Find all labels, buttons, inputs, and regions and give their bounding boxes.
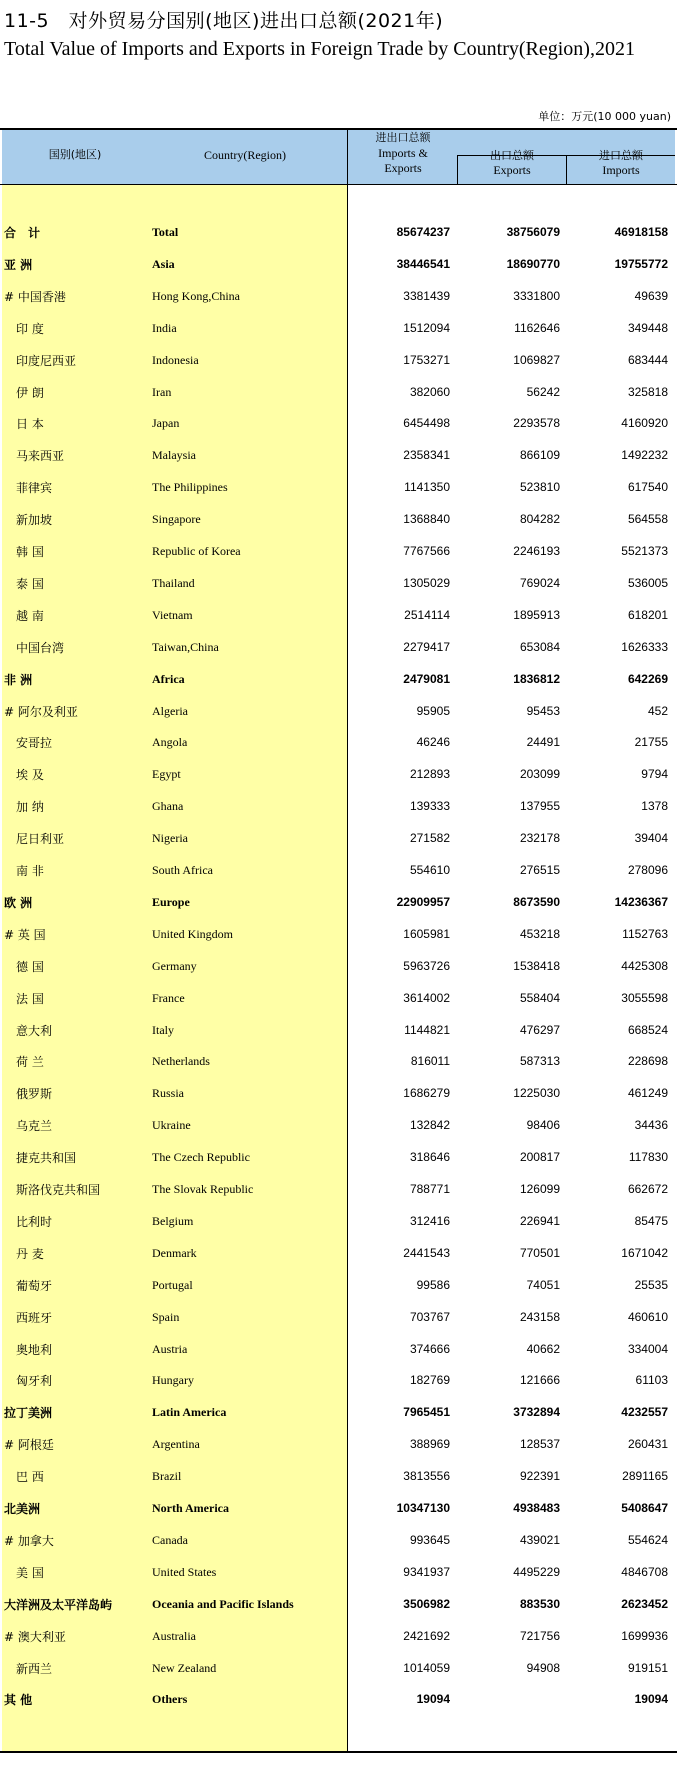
cell-imports: 260431 bbox=[627, 1437, 668, 1452]
cell-imports: 460610 bbox=[627, 1309, 668, 1324]
cell-exports: 2246193 bbox=[513, 544, 560, 558]
cell-exports: 95453 bbox=[526, 703, 560, 718]
row-name-en: Singapore bbox=[152, 512, 201, 527]
cell-imports: 228698 bbox=[627, 1054, 668, 1069]
cell-total: 212893 bbox=[409, 767, 450, 782]
cell-imports: 617540 bbox=[627, 480, 668, 495]
row-name-cn: 印度尼西亚 bbox=[4, 353, 77, 368]
row-name-cn: 新加坡 bbox=[4, 513, 53, 528]
cell-imports: 39404 bbox=[634, 831, 668, 846]
table-row bbox=[0, 536, 677, 568]
row-name-en: Oceania and Pacific Islands bbox=[152, 1596, 294, 1611]
header-total-cn: 进出口总额 bbox=[375, 131, 431, 144]
cell-total: 993645 bbox=[409, 1532, 450, 1547]
row-name-en: Nigeria bbox=[152, 831, 188, 846]
cell-imports: 1671042 bbox=[621, 1245, 668, 1260]
row-name-cn: 泰 国 bbox=[4, 576, 44, 591]
row-name-cn: 非 洲 bbox=[4, 672, 33, 687]
cell-imports: 117830 bbox=[628, 1150, 668, 1165]
table-row bbox=[0, 249, 677, 281]
cell-exports: 38756079 bbox=[506, 225, 560, 239]
cell-exports: 1162646 bbox=[514, 320, 560, 335]
row-name-en: Russia bbox=[152, 1086, 185, 1101]
row-name-en: The Slovak Republic bbox=[152, 1182, 254, 1196]
cell-total: 95905 bbox=[416, 703, 450, 718]
cell-total: 1512094 bbox=[403, 320, 450, 335]
table-row bbox=[0, 1525, 677, 1557]
header-export-cn: 出口总额 bbox=[490, 149, 534, 162]
cell-exports: 56242 bbox=[526, 384, 560, 399]
row-name-cn: 新西兰 bbox=[4, 1661, 53, 1676]
cell-exports: 3331800 bbox=[513, 288, 560, 303]
cell-imports: 554624 bbox=[627, 1532, 668, 1547]
row-name-cn: 印 度 bbox=[4, 321, 44, 336]
table-row bbox=[0, 983, 677, 1015]
unit-label: 单位：万元(10 000 yuan) bbox=[538, 110, 671, 123]
table-row bbox=[0, 1270, 677, 1302]
table-row bbox=[0, 1142, 677, 1174]
cell-total: 3614002 bbox=[403, 990, 450, 1005]
row-name-cn: # 阿尔及利亚 bbox=[4, 704, 78, 719]
header-export-en: Exports bbox=[493, 163, 531, 177]
table-row bbox=[0, 1429, 677, 1461]
header-import-cn: 进口总额 bbox=[599, 149, 643, 162]
table-row bbox=[0, 759, 677, 791]
table-row bbox=[0, 887, 677, 919]
cell-exports: 126099 bbox=[519, 1182, 560, 1196]
table-row bbox=[0, 1078, 677, 1110]
table-row bbox=[0, 1493, 677, 1525]
cell-total: 22909957 bbox=[396, 894, 450, 909]
row-name-en: Canada bbox=[152, 1532, 188, 1547]
row-name-cn: # 澳大利亚 bbox=[4, 1629, 66, 1644]
cell-total: 271582 bbox=[409, 831, 450, 846]
table-row bbox=[0, 1302, 677, 1334]
cell-imports: 3055598 bbox=[621, 990, 668, 1005]
cell-total: 388969 bbox=[409, 1437, 450, 1452]
cell-total: 1014059 bbox=[403, 1660, 450, 1675]
row-name-en: France bbox=[152, 990, 185, 1005]
table-row bbox=[0, 632, 677, 664]
row-name-cn: 拉丁美洲 bbox=[4, 1406, 53, 1421]
cell-exports: 866109 bbox=[519, 448, 560, 463]
cell-imports: 325818 bbox=[627, 384, 668, 399]
cell-exports: 4938483 bbox=[513, 1501, 560, 1515]
cell-exports: 804282 bbox=[519, 512, 560, 527]
cell-imports: 4425308 bbox=[621, 958, 668, 973]
row-name-en: Hungary bbox=[152, 1373, 194, 1388]
table-row bbox=[0, 1589, 677, 1621]
row-name-cn: 韩 国 bbox=[4, 545, 44, 559]
cell-imports: 668524 bbox=[627, 1022, 668, 1037]
cell-total: 46246 bbox=[416, 735, 450, 750]
row-name-cn: 伊 朗 bbox=[4, 385, 44, 400]
cell-imports: 4232557 bbox=[621, 1405, 668, 1420]
row-name-en: Portugal bbox=[152, 1277, 193, 1292]
cell-imports: 278096 bbox=[627, 863, 668, 877]
row-name-en: Ukraine bbox=[152, 1118, 191, 1133]
row-name-en: Angola bbox=[152, 735, 188, 750]
row-name-en: Republic of Korea bbox=[152, 544, 241, 558]
row-name-en: Algeria bbox=[152, 703, 188, 718]
header-col-cn: 国别(地区) bbox=[48, 148, 102, 161]
table-row bbox=[0, 408, 677, 440]
cell-exports: 4495229 bbox=[513, 1564, 560, 1579]
cell-total: 1305029 bbox=[403, 575, 450, 590]
row-name-en: Vietnam bbox=[152, 607, 193, 622]
header-col-en: Country(Region) bbox=[204, 148, 286, 162]
row-name-cn: 加 纳 bbox=[4, 800, 44, 815]
cell-total: 1686279 bbox=[403, 1086, 450, 1101]
cell-total: 816011 bbox=[410, 1054, 450, 1069]
row-name-cn: 德 国 bbox=[4, 959, 44, 974]
cell-exports: 276515 bbox=[519, 863, 560, 877]
row-name-en: Argentina bbox=[152, 1437, 200, 1452]
cell-exports: 439021 bbox=[519, 1532, 560, 1547]
cell-exports: 18690770 bbox=[506, 256, 560, 271]
row-name-cn: 法 国 bbox=[4, 991, 44, 1006]
row-name-cn: 美 国 bbox=[4, 1565, 44, 1580]
row-name-cn: 匈牙利 bbox=[4, 1374, 53, 1389]
cell-exports: 1225030 bbox=[513, 1086, 560, 1101]
cell-imports: 2891165 bbox=[622, 1469, 668, 1484]
row-name-en: Thailand bbox=[152, 575, 195, 590]
cell-imports: 19755772 bbox=[614, 256, 668, 271]
cell-imports: 662672 bbox=[627, 1182, 668, 1196]
cell-imports: 618201 bbox=[627, 607, 668, 622]
row-name-en: Egypt bbox=[152, 767, 181, 782]
row-name-cn: # 阿根廷 bbox=[4, 1438, 54, 1453]
cell-exports: 74051 bbox=[526, 1277, 560, 1292]
cell-total: 19094 bbox=[416, 1692, 450, 1707]
cell-imports: 19094 bbox=[634, 1692, 668, 1707]
row-name-en: The Philippines bbox=[152, 480, 228, 495]
cell-exports: 1538418 bbox=[513, 958, 560, 973]
row-name-cn: 意大利 bbox=[4, 1023, 53, 1038]
table-row bbox=[0, 1365, 677, 1397]
row-name-en: Taiwan,China bbox=[152, 639, 219, 654]
row-name-cn: 荷 兰 bbox=[4, 1055, 44, 1070]
cell-total: 1141350 bbox=[404, 480, 450, 495]
row-name-en: Spain bbox=[152, 1309, 180, 1324]
cell-imports: 452 bbox=[647, 703, 668, 718]
cell-exports: 883530 bbox=[519, 1596, 560, 1611]
header-rule bbox=[0, 184, 677, 185]
cell-total: 5963726 bbox=[403, 958, 450, 973]
row-name-en: Netherlands bbox=[152, 1054, 210, 1069]
row-name-en: Ghana bbox=[152, 799, 184, 814]
row-name-en: Australia bbox=[152, 1628, 196, 1643]
trade-table bbox=[0, 128, 677, 1753]
row-name-en: Malaysia bbox=[152, 448, 196, 463]
cell-exports: 922391 bbox=[519, 1469, 560, 1484]
row-name-en: India bbox=[152, 320, 177, 335]
top-rule bbox=[0, 128, 677, 130]
cell-exports: 226941 bbox=[519, 1213, 560, 1228]
cell-total: 38446541 bbox=[396, 256, 450, 271]
cell-exports: 243158 bbox=[519, 1309, 560, 1324]
cell-total: 312416 bbox=[409, 1213, 450, 1228]
cell-imports: 642269 bbox=[627, 671, 668, 686]
cell-exports: 769024 bbox=[519, 575, 560, 590]
row-name-cn: 北美洲 bbox=[4, 1502, 41, 1516]
cell-total: 382060 bbox=[409, 384, 450, 399]
row-name-cn: 尼日利亚 bbox=[4, 832, 65, 847]
row-name-cn: 越 南 bbox=[4, 608, 44, 623]
table-row bbox=[0, 600, 677, 632]
cell-total: 132842 bbox=[409, 1118, 450, 1133]
table-row bbox=[0, 281, 677, 313]
table-row bbox=[0, 1015, 677, 1047]
table-row bbox=[0, 1557, 677, 1589]
row-name-en: United States bbox=[152, 1564, 217, 1579]
row-name-cn: 斯洛伐克共和国 bbox=[4, 1183, 101, 1197]
table-row bbox=[0, 472, 677, 504]
table-row bbox=[0, 1684, 677, 1716]
row-name-cn: 西班牙 bbox=[4, 1310, 53, 1325]
cell-total: 9341937 bbox=[403, 1564, 450, 1579]
cell-total: 10347130 bbox=[396, 1501, 450, 1515]
cell-imports: 334004 bbox=[627, 1341, 668, 1356]
cell-total: 85674237 bbox=[396, 225, 450, 239]
cell-total: 2279417 bbox=[403, 639, 450, 654]
cell-exports: 232178 bbox=[519, 831, 560, 846]
row-name-en: Indonesia bbox=[152, 352, 199, 367]
table-row bbox=[0, 1238, 677, 1270]
cell-total: 99586 bbox=[416, 1277, 450, 1292]
cell-exports: 587313 bbox=[519, 1054, 560, 1069]
cell-imports: 46918158 bbox=[614, 225, 668, 239]
row-name-cn: # 加拿大 bbox=[4, 1533, 54, 1548]
cell-imports: 1152763 bbox=[622, 926, 668, 941]
bottom-rule bbox=[0, 1751, 677, 1753]
cell-total: 2358341 bbox=[403, 448, 450, 463]
row-name-en: Belgium bbox=[152, 1213, 194, 1228]
cell-imports: 1378 bbox=[641, 799, 668, 814]
table-row bbox=[0, 345, 677, 377]
cell-total: 7965451 bbox=[403, 1405, 450, 1420]
cell-imports: 1626333 bbox=[621, 639, 668, 654]
cell-total: 139333 bbox=[409, 799, 450, 814]
table-row bbox=[0, 313, 677, 345]
cell-imports: 1492232 bbox=[621, 448, 668, 463]
cell-total: 554610 bbox=[409, 863, 450, 877]
row-name-en: Denmark bbox=[152, 1245, 197, 1260]
row-name-cn: # 中国香港 bbox=[4, 289, 66, 304]
cell-exports: 523810 bbox=[519, 480, 560, 495]
cell-exports: 128537 bbox=[519, 1437, 560, 1452]
cell-imports: 4160920 bbox=[621, 416, 668, 431]
cell-total: 788771 bbox=[409, 1182, 450, 1196]
row-name-cn: 安哥拉 bbox=[4, 736, 53, 751]
row-name-cn: 乌克兰 bbox=[4, 1119, 53, 1134]
cell-exports: 137955 bbox=[519, 799, 560, 814]
row-name-en: Total bbox=[152, 225, 179, 239]
table-row bbox=[0, 664, 677, 696]
cell-imports: 49639 bbox=[634, 288, 668, 303]
table-row bbox=[0, 1174, 677, 1206]
row-name-cn: 菲律宾 bbox=[4, 481, 53, 496]
cell-imports: 349448 bbox=[627, 320, 668, 335]
table-row bbox=[0, 377, 677, 409]
row-name-en: Japan bbox=[152, 416, 180, 431]
row-name-en: The Czech Republic bbox=[152, 1150, 250, 1165]
row-name-cn: 葡萄牙 bbox=[4, 1278, 53, 1293]
row-name-cn: 中国台湾 bbox=[4, 640, 65, 655]
table-row bbox=[0, 951, 677, 983]
table-row bbox=[0, 440, 677, 472]
row-name-cn: 其 他 bbox=[4, 1693, 33, 1708]
cell-imports: 536005 bbox=[627, 575, 668, 590]
row-name-en: Hong Kong,China bbox=[152, 288, 240, 303]
cell-exports: 721756 bbox=[519, 1628, 560, 1643]
row-name-cn: 欧 洲 bbox=[4, 895, 33, 910]
table-row bbox=[0, 217, 677, 249]
cell-exports: 653084 bbox=[519, 639, 560, 654]
table-row bbox=[0, 1206, 677, 1238]
cell-total: 3381439 bbox=[403, 288, 450, 303]
row-name-cn: 俄罗斯 bbox=[4, 1087, 53, 1102]
row-name-en: Africa bbox=[152, 671, 185, 686]
row-name-cn: 捷克共和国 bbox=[4, 1151, 77, 1166]
table-row bbox=[0, 568, 677, 600]
row-name-en: Austria bbox=[152, 1341, 188, 1356]
table-row bbox=[0, 504, 677, 536]
row-name-en: North America bbox=[152, 1501, 229, 1515]
row-name-cn: 埃 及 bbox=[4, 768, 44, 783]
cell-exports: 8673590 bbox=[513, 894, 560, 909]
row-name-cn: 大洋洲及太平洋岛屿 bbox=[4, 1597, 113, 1612]
row-name-cn: 亚 洲 bbox=[4, 257, 33, 272]
header-import-en: Imports bbox=[602, 163, 640, 177]
cell-imports: 61103 bbox=[635, 1373, 668, 1388]
cell-imports: 5408647 bbox=[621, 1501, 668, 1515]
cell-exports: 3732894 bbox=[513, 1405, 560, 1420]
cell-imports: 9794 bbox=[641, 767, 668, 782]
cell-imports: 1699936 bbox=[621, 1628, 668, 1643]
cell-total: 374666 bbox=[409, 1341, 450, 1356]
table-row bbox=[0, 919, 677, 951]
cell-imports: 25535 bbox=[634, 1277, 668, 1292]
cell-total: 6454498 bbox=[403, 416, 450, 431]
table-row bbox=[0, 1046, 677, 1078]
row-name-cn: 巴 西 bbox=[4, 1470, 44, 1485]
row-name-cn: 马来西亚 bbox=[4, 449, 65, 464]
cell-total: 7767566 bbox=[403, 544, 450, 558]
subheader-divider-2 bbox=[566, 155, 567, 184]
table-row bbox=[0, 1397, 677, 1429]
table-row bbox=[0, 727, 677, 759]
cell-total: 2514114 bbox=[404, 607, 450, 622]
cell-exports: 476297 bbox=[519, 1022, 560, 1037]
row-name-en: Italy bbox=[152, 1022, 174, 1037]
table-row bbox=[0, 823, 677, 855]
row-name-cn: 合 计 bbox=[4, 226, 41, 240]
cell-exports: 121666 bbox=[519, 1373, 560, 1388]
cell-total: 2441543 bbox=[403, 1245, 450, 1260]
cell-imports: 461249 bbox=[627, 1086, 668, 1101]
row-name-en: Iran bbox=[152, 384, 172, 399]
row-name-cn: 丹 麦 bbox=[4, 1246, 44, 1261]
cell-total: 1368840 bbox=[403, 512, 450, 527]
table-row bbox=[0, 855, 677, 887]
cell-imports: 919151 bbox=[627, 1660, 668, 1675]
cell-exports: 2293578 bbox=[513, 416, 560, 431]
cell-imports: 5521373 bbox=[621, 544, 668, 558]
subheader-divider-1 bbox=[457, 155, 458, 184]
row-name-en: United Kingdom bbox=[152, 926, 233, 941]
cell-total: 318646 bbox=[409, 1150, 450, 1165]
cell-imports: 564558 bbox=[627, 512, 668, 527]
cell-total: 3813556 bbox=[403, 1469, 450, 1484]
cell-total: 703767 bbox=[409, 1309, 450, 1324]
row-name-en: Brazil bbox=[152, 1469, 182, 1484]
table-row bbox=[0, 1110, 677, 1142]
row-name-en: New Zealand bbox=[152, 1660, 217, 1675]
cell-imports: 85475 bbox=[634, 1213, 668, 1228]
cell-total: 2479081 bbox=[403, 671, 450, 686]
cell-imports: 21755 bbox=[634, 735, 668, 750]
cell-exports: 770501 bbox=[519, 1245, 560, 1260]
row-name-en: Europe bbox=[152, 894, 190, 909]
cell-total: 2421692 bbox=[403, 1628, 450, 1643]
table-row bbox=[0, 696, 677, 728]
page-title-en: Total Value of Imports and Exports in Foreign Trade by Country(Region),2021 bbox=[4, 38, 635, 60]
page-title-cn: 11-5 对外贸易分国别(地区)进出口总额(2021年) bbox=[4, 10, 444, 32]
header-total-en-1: Imports & bbox=[378, 146, 428, 160]
table-row bbox=[0, 1653, 677, 1685]
cell-exports: 558404 bbox=[519, 990, 560, 1005]
row-name-cn: 日 本 bbox=[4, 417, 44, 432]
cell-imports: 14236367 bbox=[614, 894, 668, 909]
row-name-en: Latin America bbox=[152, 1405, 227, 1420]
cell-total: 1753271 bbox=[403, 352, 450, 367]
cell-exports: 40662 bbox=[526, 1341, 560, 1356]
cell-exports: 1069827 bbox=[513, 352, 560, 367]
cell-total: 1605981 bbox=[403, 926, 450, 941]
cell-exports: 98406 bbox=[526, 1118, 560, 1133]
row-name-en: Asia bbox=[152, 256, 175, 271]
cell-imports: 683444 bbox=[627, 352, 668, 367]
row-name-en: Others bbox=[152, 1692, 188, 1707]
cell-imports: 2623452 bbox=[621, 1596, 668, 1611]
row-name-cn: 比利时 bbox=[4, 1214, 53, 1229]
cell-total: 3506982 bbox=[403, 1596, 450, 1611]
cell-exports: 1895913 bbox=[513, 607, 560, 622]
row-name-cn: 南 非 bbox=[4, 864, 44, 878]
cell-total: 1144821 bbox=[404, 1022, 450, 1037]
row-name-cn: 奥地利 bbox=[4, 1342, 53, 1357]
cell-imports: 34436 bbox=[634, 1118, 668, 1133]
table-row bbox=[0, 1461, 677, 1493]
row-name-en: Germany bbox=[152, 958, 197, 973]
cell-exports: 453218 bbox=[519, 926, 560, 941]
table-row bbox=[0, 1621, 677, 1653]
header-total-en-2: Exports bbox=[384, 161, 422, 175]
table-row bbox=[0, 1334, 677, 1366]
cell-imports: 4846708 bbox=[621, 1564, 668, 1579]
table-row bbox=[0, 791, 677, 823]
cell-exports: 94908 bbox=[526, 1660, 560, 1675]
cell-exports: 200817 bbox=[519, 1150, 560, 1165]
row-name-en: South Africa bbox=[152, 863, 213, 877]
cell-exports: 203099 bbox=[519, 767, 560, 782]
row-name-cn: # 英 国 bbox=[4, 927, 46, 942]
cell-exports: 24491 bbox=[526, 735, 560, 750]
cell-total: 182769 bbox=[409, 1373, 450, 1388]
cell-exports: 1836812 bbox=[513, 671, 560, 686]
